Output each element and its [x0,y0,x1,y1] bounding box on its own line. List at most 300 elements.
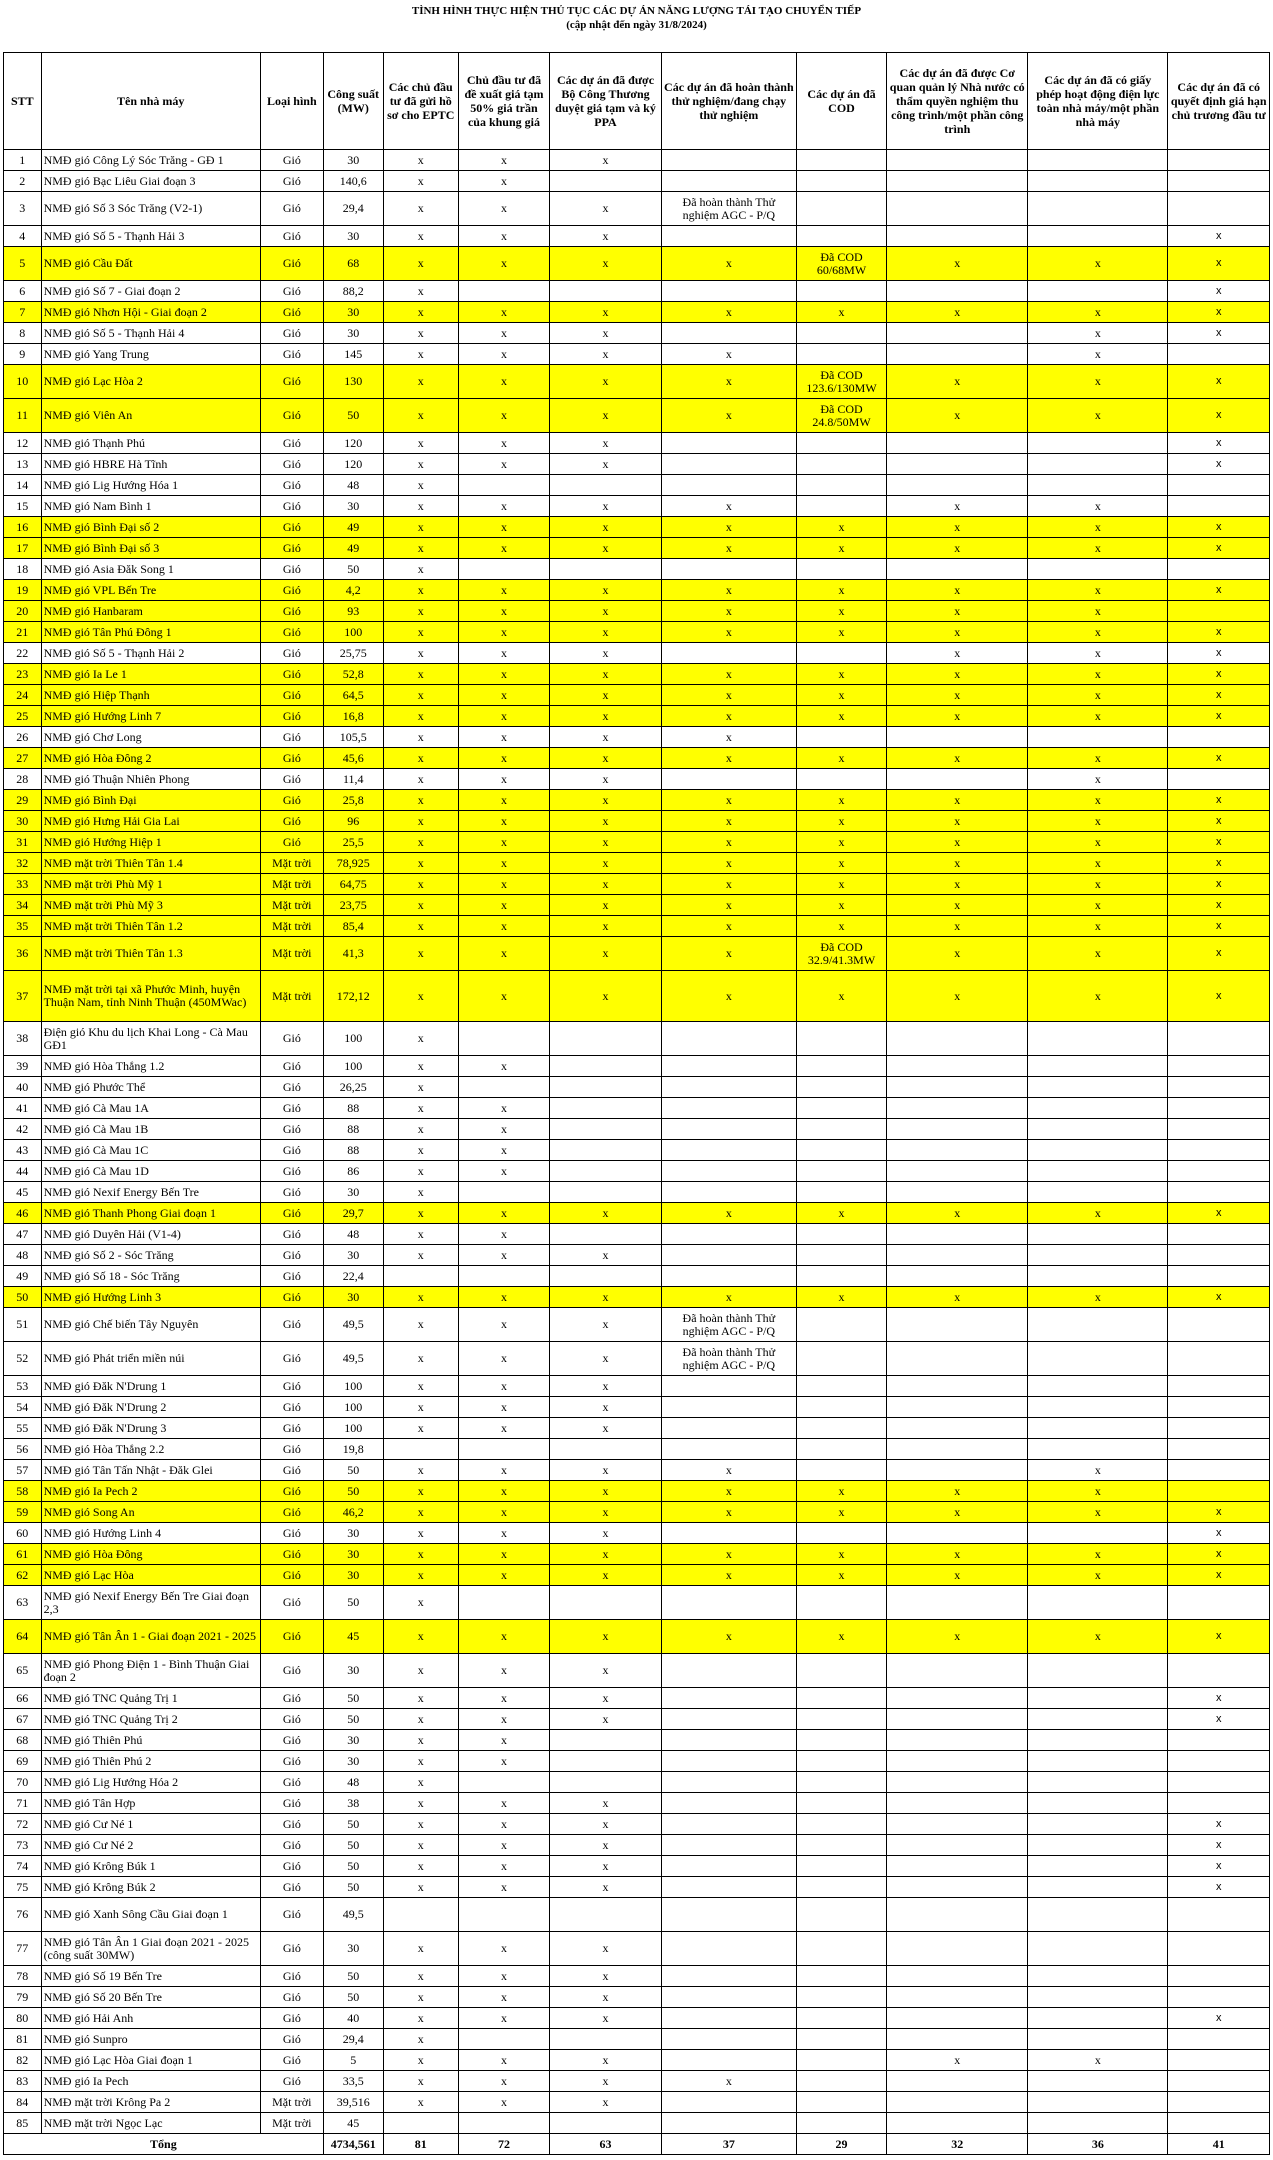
cell-temp-price [458,1439,549,1460]
cell-cod: Đã COD 32.9/41.3MW [796,937,886,971]
cell-cod: x [796,1287,886,1308]
cell-testing [661,1266,796,1287]
table-row [4,1460,1270,1481]
cell-temp-price: x [458,1987,549,2008]
cell-ppa: x [550,1308,662,1342]
cell-eptc: x [383,399,458,433]
cell-stt: 27 [4,748,42,769]
cell-testing [661,2092,796,2113]
cell-temp-price: x [458,895,549,916]
cell-temp-price [458,559,549,580]
cell-capacity: 45 [323,1620,383,1654]
cell-acceptance [887,2071,1028,2092]
table-row [4,811,1270,832]
cell-ppa [550,1161,662,1182]
cell-type: Gió [260,1056,323,1077]
cell-name: NMĐ gió Bình Đại số 3 [41,538,260,559]
cell-ppa: x [550,399,662,433]
cell-decision [1168,1119,1270,1140]
cell-capacity: 30 [323,496,383,517]
cell-temp-price: x [458,2008,549,2029]
cell-license [1028,1877,1168,1898]
table-row [4,399,1270,433]
cell-temp-price: x [458,1856,549,1877]
cell-temp-price: x [458,1730,549,1751]
col-header-capacity: Công suất (MW) [323,53,383,150]
cell-capacity: 50 [323,1987,383,2008]
cell-type: Gió [260,1119,323,1140]
cell-cod: x [796,706,886,727]
cell-testing: x [661,853,796,874]
cell-temp-price: x [458,171,549,192]
cell-eptc: x [383,1856,458,1877]
cell-decision: x [1168,281,1270,302]
cell-license: x [1028,971,1168,1022]
cell-license: x [1028,664,1168,685]
cell-decision: x [1168,1502,1270,1523]
cell-testing: Đã hoàn thành Thử nghiệm AGC - P/Q [661,1308,796,1342]
cell-ppa: x [550,790,662,811]
cell-acceptance: x [887,790,1028,811]
cell-license [1028,1119,1168,1140]
cell-cod [796,1586,886,1620]
cell-testing: x [661,247,796,281]
cell-type: Gió [260,1586,323,1620]
cell-stt: 41 [4,1098,42,1119]
cell-cod [796,2092,886,2113]
cell-cod [796,1161,886,1182]
cell-license: x [1028,1544,1168,1565]
cell-type: Gió [260,1266,323,1287]
cell-acceptance [887,1460,1028,1481]
cell-ppa: x [550,1932,662,1966]
cell-acceptance [887,1308,1028,1342]
cell-ppa: x [550,433,662,454]
cell-decision: x [1168,433,1270,454]
cell-stt: 19 [4,580,42,601]
cell-name: NMĐ gió TNC Quảng Trị 1 [41,1688,260,1709]
cell-capacity: 145 [323,344,383,365]
cell-stt: 26 [4,727,42,748]
cell-cod [796,171,886,192]
table-row [4,1932,1270,1966]
cell-type: Gió [260,601,323,622]
cell-type: Gió [260,1308,323,1342]
cell-stt: 57 [4,1460,42,1481]
cell-testing [661,454,796,475]
cell-ppa: x [550,706,662,727]
cell-cod [796,1932,886,1966]
cell-stt: 32 [4,853,42,874]
cell-temp-price: x [458,1161,549,1182]
cell-decision: x [1168,1877,1270,1898]
cell-stt: 85 [4,2113,42,2134]
cell-ppa: x [550,2071,662,2092]
cell-type: Gió [260,1077,323,1098]
cell-capacity: 46,2 [323,1502,383,1523]
cell-decision [1168,1224,1270,1245]
cell-decision [1168,496,1270,517]
cell-testing: x [661,916,796,937]
cell-ppa: x [550,601,662,622]
cell-eptc: x [383,247,458,281]
cell-license: x [1028,1460,1168,1481]
cell-stt: 4 [4,226,42,247]
cell-acceptance [887,1856,1028,1877]
table-row [4,2092,1270,2113]
cell-type: Gió [260,2008,323,2029]
cell-name: NMĐ gió Cà Mau 1B [41,1119,260,1140]
table-row [4,1308,1270,1342]
cell-license: x [1028,685,1168,706]
table-row [4,1898,1270,1932]
total-temp-price: 72 [458,2134,549,2155]
cell-eptc: x [383,1565,458,1586]
cell-license: x [1028,517,1168,538]
cell-cod: x [796,622,886,643]
cell-stt: 24 [4,685,42,706]
cell-acceptance [887,2008,1028,2029]
cell-ppa: x [550,1654,662,1688]
cell-testing [661,226,796,247]
cell-decision [1168,1987,1270,2008]
cell-testing [661,1877,796,1898]
cell-license: x [1028,247,1168,281]
cell-ppa [550,2113,662,2134]
cell-testing [661,1688,796,1709]
cell-capacity: 130 [323,365,383,399]
cell-cod: x [796,1544,886,1565]
cell-type: Gió [260,475,323,496]
cell-license: x [1028,1565,1168,1586]
cell-testing: x [661,748,796,769]
table-row [4,1224,1270,1245]
cell-capacity: 25,75 [323,643,383,664]
cell-name: NMĐ gió Lạc Hòa Giai đoạn 1 [41,2050,260,2071]
cell-testing [661,1397,796,1418]
cell-name: NMĐ gió Lạc Hòa 2 [41,365,260,399]
cell-license [1028,1966,1168,1987]
cell-decision: x [1168,1544,1270,1565]
cell-capacity: 68 [323,247,383,281]
cell-ppa: x [550,1856,662,1877]
cell-type: Gió [260,1397,323,1418]
cell-testing [661,1654,796,1688]
cell-license: x [1028,601,1168,622]
cell-license [1028,559,1168,580]
cell-ppa: x [550,1397,662,1418]
cell-testing: x [661,1460,796,1481]
cell-type: Gió [260,1898,323,1932]
cell-license [1028,1987,1168,2008]
total-decision: 41 [1168,2134,1270,2155]
cell-name: NMĐ mặt trời Thiên Tân 1.4 [41,853,260,874]
cell-decision [1168,1056,1270,1077]
cell-ppa: x [550,247,662,281]
cell-cod [796,1418,886,1439]
cell-eptc: x [383,1620,458,1654]
cell-temp-price: x [458,1814,549,1835]
cell-stt: 55 [4,1418,42,1439]
cell-decision: x [1168,1523,1270,1544]
cell-decision [1168,344,1270,365]
cell-temp-price: x [458,1793,549,1814]
cell-type: Gió [260,399,323,433]
cell-acceptance: x [887,622,1028,643]
cell-cod: x [796,538,886,559]
cell-stt: 79 [4,1987,42,2008]
cell-license: x [1028,769,1168,790]
cell-stt: 29 [4,790,42,811]
cell-acceptance: x [887,580,1028,601]
cell-temp-price: x [458,874,549,895]
cell-eptc: x [383,1224,458,1245]
table-row [4,1814,1270,1835]
cell-type: Gió [260,2029,323,2050]
cell-acceptance [887,2029,1028,2050]
cell-decision: x [1168,1856,1270,1877]
table-row [4,454,1270,475]
cell-eptc: x [383,1793,458,1814]
table-row [4,1245,1270,1266]
cell-cod [796,1793,886,1814]
table-row [4,1709,1270,1730]
cell-stt: 60 [4,1523,42,1544]
cell-temp-price: x [458,365,549,399]
cell-license [1028,1772,1168,1793]
table-row [4,1376,1270,1397]
table-row [4,475,1270,496]
cell-stt: 35 [4,916,42,937]
cell-license [1028,727,1168,748]
cell-name: NMĐ gió Song An [41,1502,260,1523]
cell-cod [796,323,886,344]
cell-temp-price: x [458,1932,549,1966]
table-row [4,1287,1270,1308]
cell-ppa: x [550,1376,662,1397]
cell-decision: x [1168,971,1270,1022]
cell-testing [661,1966,796,1987]
cell-ppa: x [550,1502,662,1523]
cell-eptc: x [383,832,458,853]
cell-name: NMĐ gió Đăk N'Drung 1 [41,1376,260,1397]
cell-decision: x [1168,517,1270,538]
cell-acceptance [887,1793,1028,1814]
cell-stt: 58 [4,1481,42,1502]
cell-cod: x [796,1565,886,1586]
cell-stt: 16 [4,517,42,538]
cell-temp-price: x [458,1481,549,1502]
cell-name: NMĐ gió Thuận Nhiên Phong [41,769,260,790]
cell-capacity: 50 [323,559,383,580]
cell-capacity: 30 [323,1565,383,1586]
cell-cod [796,1772,886,1793]
cell-cod: x [796,1620,886,1654]
cell-capacity: 22,4 [323,1266,383,1287]
table-row [4,895,1270,916]
cell-capacity: 30 [323,1654,383,1688]
cell-license [1028,475,1168,496]
cell-stt: 51 [4,1308,42,1342]
cell-ppa [550,559,662,580]
cell-capacity: 100 [323,1418,383,1439]
cell-stt: 21 [4,622,42,643]
cell-type: Gió [260,517,323,538]
cell-ppa: x [550,2008,662,2029]
cell-eptc: x [383,1835,458,1856]
cell-type: Gió [260,1966,323,1987]
cell-type: Gió [260,1481,323,1502]
cell-stt: 59 [4,1502,42,1523]
cell-license [1028,1814,1168,1835]
cell-stt: 84 [4,2092,42,2113]
cell-name: NMĐ gió Số 5 - Thạnh Hải 2 [41,643,260,664]
cell-cod [796,1119,886,1140]
cell-capacity: 100 [323,1022,383,1056]
cell-cod [796,1898,886,1932]
cell-name: NMĐ gió Phong Điện 1 - Bình Thuận Giai đoạn 2 [41,1654,260,1688]
cell-cod [796,2029,886,2050]
table-row [4,1730,1270,1751]
cell-ppa [550,1056,662,1077]
cell-stt: 2 [4,171,42,192]
cell-stt: 73 [4,1835,42,1856]
cell-decision: x [1168,895,1270,916]
cell-eptc: x [383,433,458,454]
projects-table [3,52,1270,2155]
table-row [4,1835,1270,1856]
cell-license: x [1028,302,1168,323]
cell-ppa: x [550,1620,662,1654]
cell-name: NMĐ gió HBRE Hà Tĩnh [41,454,260,475]
cell-testing [661,1772,796,1793]
cell-acceptance [887,1224,1028,1245]
cell-ppa: x [550,1523,662,1544]
cell-cod: x [796,302,886,323]
cell-testing: x [661,1620,796,1654]
cell-type: Mặt trời [260,937,323,971]
cell-ppa: x [550,1814,662,1835]
cell-name: NMĐ gió Số 19 Bến Tre [41,1966,260,1987]
cell-name: NMĐ gió Ia Le 1 [41,664,260,685]
cell-decision [1168,1140,1270,1161]
cell-acceptance [887,433,1028,454]
cell-eptc: x [383,226,458,247]
cell-cod [796,1439,886,1460]
cell-name: NMĐ mặt trời Phù Mỹ 3 [41,895,260,916]
cell-acceptance [887,1772,1028,1793]
cell-name: NMĐ gió Cà Mau 1D [41,1161,260,1182]
cell-decision: x [1168,622,1270,643]
cell-stt: 25 [4,706,42,727]
cell-temp-price: x [458,1688,549,1709]
cell-name: NMĐ gió Thạnh Phú [41,433,260,454]
cell-testing [661,1376,796,1397]
cell-cod [796,1987,886,2008]
cell-cod [796,475,886,496]
cell-cod: Đã COD 24.8/50MW [796,399,886,433]
cell-ppa: x [550,971,662,1022]
cell-temp-price [458,281,549,302]
cell-cod [796,1751,886,1772]
table-row [4,1203,1270,1224]
cell-capacity: 48 [323,475,383,496]
cell-cod [796,2071,886,2092]
cell-decision [1168,1793,1270,1814]
cell-license [1028,1056,1168,1077]
cell-cod: x [796,685,886,706]
cell-type: Gió [260,1544,323,1565]
cell-acceptance: x [887,971,1028,1022]
cell-license [1028,1793,1168,1814]
cell-name: NMĐ gió Đăk N'Drung 2 [41,1397,260,1418]
cell-capacity: 85,4 [323,916,383,937]
cell-eptc: x [383,281,458,302]
col-header-stt: STT [4,53,42,150]
cell-acceptance: x [887,1287,1028,1308]
cell-testing: x [661,685,796,706]
total-label: Tổng [4,2134,324,2155]
cell-acceptance: x [887,874,1028,895]
cell-temp-price: x [458,832,549,853]
cell-license [1028,1688,1168,1709]
cell-license [1028,1140,1168,1161]
cell-type: Mặt trời [260,2113,323,2134]
cell-capacity: 48 [323,1224,383,1245]
cell-stt: 11 [4,399,42,433]
cell-name: NMĐ gió Cà Mau 1C [41,1140,260,1161]
cell-eptc: x [383,1730,458,1751]
cell-type: Gió [260,302,323,323]
table-row [4,790,1270,811]
cell-name: NMĐ mặt trời Thiên Tân 1.3 [41,937,260,971]
cell-type: Gió [260,1730,323,1751]
table-row [4,1502,1270,1523]
cell-acceptance [887,1654,1028,1688]
cell-type: Gió [260,1161,323,1182]
cell-cod: x [796,971,886,1022]
cell-ppa: x [550,1709,662,1730]
cell-decision: x [1168,1203,1270,1224]
table-row [4,1793,1270,1814]
table-row [4,1586,1270,1620]
cell-cod: Đã COD 60/68MW [796,247,886,281]
cell-license: x [1028,874,1168,895]
cell-temp-price: x [458,1203,549,1224]
cell-temp-price: x [458,1654,549,1688]
cell-capacity: 50 [323,1877,383,1898]
cell-capacity: 25,5 [323,832,383,853]
cell-temp-price [458,1898,549,1932]
cell-stt: 47 [4,1224,42,1245]
table-row [4,1565,1270,1586]
cell-license: x [1028,1620,1168,1654]
cell-testing: x [661,496,796,517]
cell-ppa [550,1224,662,1245]
cell-type: Gió [260,1877,323,1898]
cell-ppa [550,1022,662,1056]
cell-name: NMĐ gió Nexif Energy Bến Tre [41,1182,260,1203]
cell-license: x [1028,937,1168,971]
cell-temp-price: x [458,1224,549,1245]
table-row [4,1688,1270,1709]
cell-ppa: x [550,664,662,685]
cell-cod: x [796,874,886,895]
cell-cod [796,1245,886,1266]
cell-license: x [1028,2050,1168,2071]
cell-type: Gió [260,1203,323,1224]
cell-decision [1168,1730,1270,1751]
